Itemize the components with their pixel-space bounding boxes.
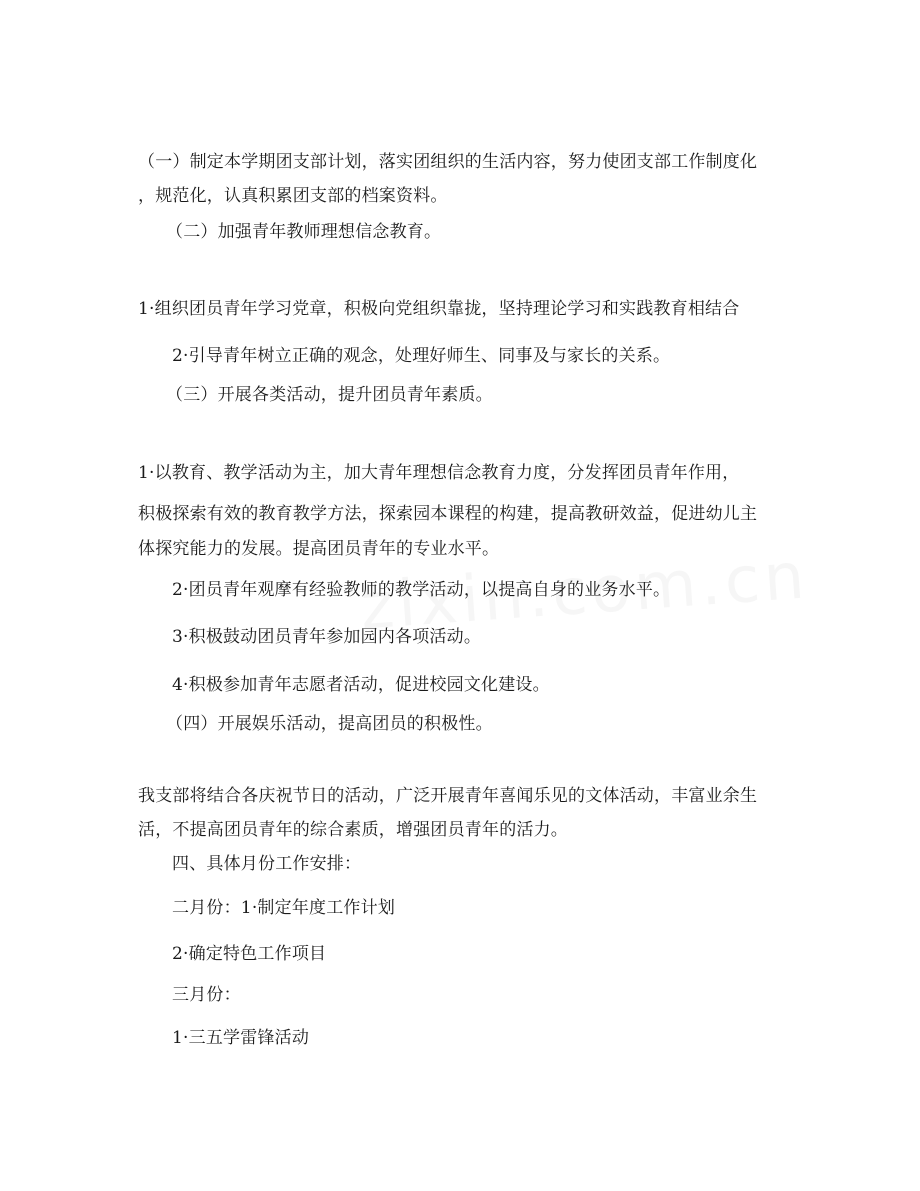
- list-item: 2·团员青年观摩有经验教师的教学活动，以提高自身的业务水平。: [172, 580, 671, 600]
- list-item: 1·三五学雷锋活动: [172, 1028, 310, 1048]
- paragraph-line: 活，不提高团员青年的综合素质，增强团员青年的活力。: [138, 820, 568, 840]
- section-heading: （四）开展娱乐活动，提高团员的积极性。: [166, 714, 493, 734]
- list-item: 2·确定特色工作项目: [172, 944, 327, 964]
- paragraph-line: 三月份：: [172, 985, 241, 1005]
- list-item: 4·积极参加青年志愿者活动，促进校园文化建设。: [172, 675, 550, 695]
- section-heading: （二）加强青年教师理想信念教育。: [166, 222, 442, 242]
- section-heading: 四、具体月份工作安排：: [172, 854, 362, 874]
- list-item: 3·积极鼓动团员青年参加园内各项活动。: [172, 627, 482, 647]
- paragraph-line: 积极探索有效的教育教学方法，探索园本课程的构建，提高教研效益，促进幼儿主: [138, 504, 758, 524]
- list-item: 1·以教育、教学活动为主，加大青年理想信念教育力度，分发挥团员青年作用，: [138, 463, 740, 483]
- paragraph-line: 体探究能力的发展。提高团员青年的专业水平。: [138, 539, 500, 559]
- paragraph-line: ，规范化，认真积累团支部的档案资料。: [138, 186, 448, 206]
- paragraph-line: 我支部将结合各庆祝节日的活动，广泛开展青年喜闻乐见的文体活动，丰富业余生: [138, 786, 758, 806]
- list-item: 2·引导青年树立正确的观念，处理好师生、同事及与家长的关系。: [172, 346, 671, 366]
- list-item: 1·组织团员青年学习党章，积极向党组织靠拢，坚持理论学习和实践教育相结合: [138, 299, 740, 319]
- list-item: 二月份：1·制定年度工作计划: [172, 898, 396, 918]
- paragraph-line: （一）制定本学期团支部计划，落实团组织的生活内容，努力使团支部工作制度化: [138, 152, 758, 172]
- section-heading: （三）开展各类活动，提升团员青年素质。: [166, 385, 493, 405]
